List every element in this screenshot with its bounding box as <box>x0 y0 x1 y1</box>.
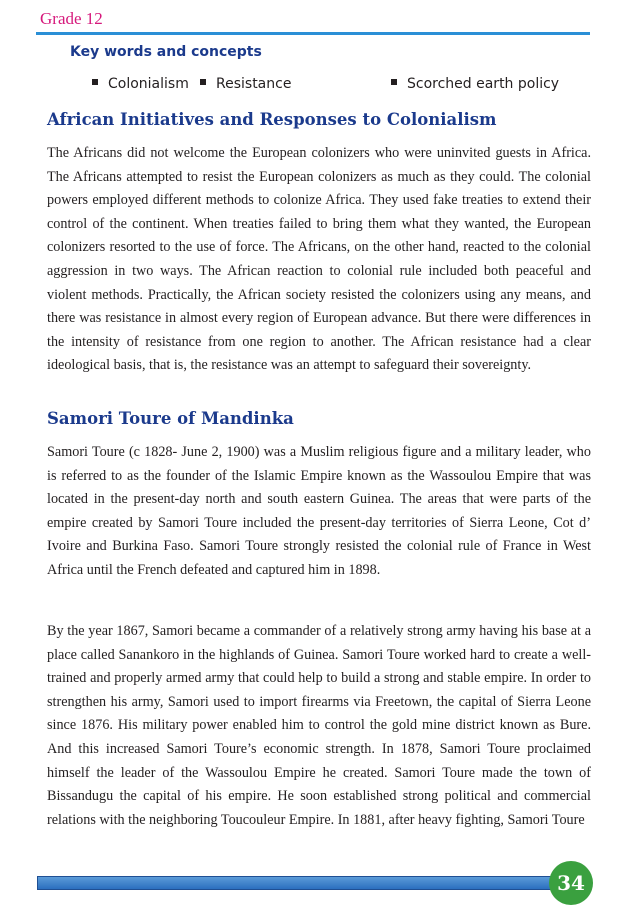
keyword-label: Scorched earth policy <box>407 76 560 92</box>
square-bullet-icon <box>92 79 98 85</box>
keywords-title: Key words and concepts <box>70 44 262 60</box>
keyword-item-scorched-earth <box>391 76 559 92</box>
page-number-badge: 34 <box>549 861 593 905</box>
square-bullet-icon <box>391 79 397 85</box>
grade-label: Grade 12 <box>40 9 103 28</box>
square-bullet-icon <box>200 79 206 85</box>
header-rule <box>36 32 590 35</box>
paragraph-samori-army: By the year 1867, Samori became a commander of a relatively strong army having his base at a place called Sanankoro in the highlands of Guinea. Samori Toure worked hard to create a well-trained and properly armed army that could help to build a strong and stable empire. In order to strengthen his army, Samori used to import firearms via Freetown, the capital of Sierra Leone since 1876. His military power enabled him to control the gold mine district known as Bure. And this increased Samori Toure’s economic strength. In 1878, Samori Toure proclaimed himself the leader of the Wassoulou Empire he created. Samori Toure made the town of Bissandugu the capital of his empire. He soon established strong political and commercial relations with the neighboring Toucouleur Empire. In 1881, after heavy fighting, Samori Toure <box>47 623 591 828</box>
paragraph-african-initiatives: The Africans did not welcome the European colonizers who were uninvited guests in Africa. The Africans attempted to resist the European colonizers as much as they could. The colonial powers employed different methods to colonize Africa. They used fake treaties to extend their control of the continent. When treaties failed to bring them what they wanted, the European colonizers resorted to the use of force. The Africans, on the other hand, reacted to the colonial aggression in two ways. The African reaction to colonial rule included both peaceful and violent methods. Practically, the African society resisted the colonizers using any means, and there was resistance in almost every region of European advance. But there were differences in the intensity of resistance from one region to another. The African resistance had a clear ideological basis, that is, the resistance was an attempt to safeguard their sovereignty. <box>47 145 591 374</box>
keyword-item-resistance <box>200 76 291 92</box>
footer-bar <box>37 876 561 890</box>
keyword-label: Resistance <box>216 76 292 92</box>
keyword-item-colonialism <box>92 76 189 92</box>
section-heading-samori-toure: Samori Toure of Mandinka <box>47 409 294 428</box>
paragraph-samori-intro: Samori Toure (c 1828- June 2, 1900) was a Muslim religious figure and a military leader, who is referred to as the founder of the Islamic Empire known as the Wassoulou Empire that was located in the present-day north and south eastern Guinea. The areas that were parts of the empire created by Samori Toure included the present-day territories of Sierra Leone, Cot d’ Ivoire and Burkina Faso. Samori Toure strongly resisted the colonial rule of France in West Africa until the French defeated and captured him in 1898. <box>47 444 591 578</box>
section-heading-african-initiatives: African Initiatives and Responses to Colonialism <box>47 110 497 129</box>
keyword-label: Colonialism <box>108 76 189 92</box>
